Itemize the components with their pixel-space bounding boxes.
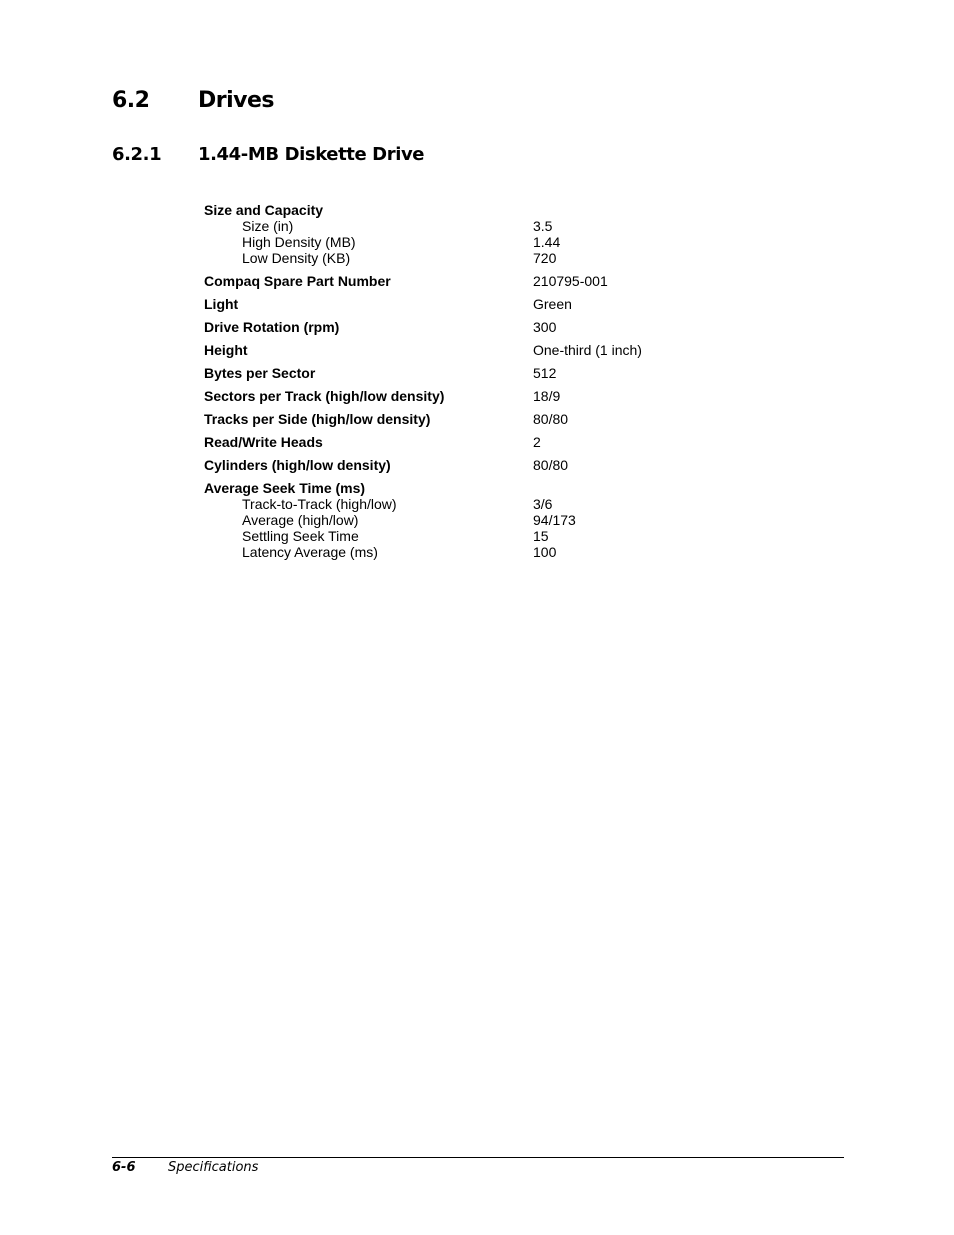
- spec-value: 512: [533, 365, 557, 381]
- spec-label: Size (in): [242, 218, 294, 234]
- spec-label: Sectors per Track (high/low density): [204, 388, 445, 404]
- spec-row: [204, 296, 704, 312]
- spec-spacer: [204, 381, 704, 388]
- spec-value: 210795-001: [533, 273, 608, 289]
- spec-subrow: [204, 218, 704, 234]
- spec-label: Tracks per Side (high/low density): [204, 411, 431, 427]
- spec-label: Read/Write Heads: [204, 434, 323, 450]
- subsection-title: 1.44-MB Diskette Drive: [198, 144, 425, 165]
- spec-subrow: [204, 512, 704, 528]
- spec-value: 2: [533, 434, 541, 450]
- spec-value: 300: [533, 319, 557, 335]
- spec-label: Low Density (KB): [242, 250, 351, 266]
- spec-value: 94/173: [533, 512, 576, 528]
- spec-label: Drive Rotation (rpm): [204, 319, 340, 335]
- spec-subrow: [204, 234, 704, 250]
- spec-label: Average Seek Time (ms): [204, 480, 366, 496]
- spec-label: Average (high/low): [242, 512, 359, 528]
- spec-spacer: [204, 427, 704, 434]
- section-number: 6.2: [112, 88, 150, 113]
- spec-row: [204, 342, 704, 358]
- spec-spacer: [204, 358, 704, 365]
- spec-spacer: [204, 289, 704, 296]
- spec-spacer: [204, 312, 704, 319]
- spec-subrow: [204, 496, 704, 512]
- spec-label: Light: [204, 296, 239, 312]
- spec-label: Latency Average (ms): [242, 544, 378, 560]
- spec-spacer: [204, 266, 704, 273]
- spec-label: Height: [204, 342, 248, 358]
- footer-page-number: 6-6: [112, 1160, 136, 1175]
- spec-row: [204, 202, 704, 218]
- spec-value: 15: [533, 528, 549, 544]
- spec-value: Green: [533, 296, 572, 312]
- spec-row: [204, 411, 704, 427]
- spec-value: 18/9: [533, 388, 561, 404]
- spec-value: 1.44: [533, 234, 561, 250]
- spec-row: [204, 273, 704, 289]
- spec-subrow: [204, 250, 704, 266]
- spec-row: [204, 365, 704, 381]
- spec-row: [204, 457, 704, 473]
- section-heading: [112, 88, 274, 113]
- spec-value: 80/80: [533, 411, 569, 427]
- spec-subrow: [204, 544, 704, 560]
- spec-row: [204, 388, 704, 404]
- spec-value: 80/80: [533, 457, 569, 473]
- spec-label: Settling Seek Time: [242, 528, 359, 544]
- spec-label: Track-to-Track (high/low): [242, 496, 397, 512]
- spec-row: [204, 434, 704, 450]
- spec-value: 3.5: [533, 218, 553, 234]
- spec-label: Size and Capacity: [204, 202, 324, 218]
- spec-value: 3/6: [533, 496, 553, 512]
- spec-label: Cylinders (high/low density): [204, 457, 391, 473]
- spec-label: Compaq Spare Part Number: [204, 273, 391, 289]
- spec-list: [204, 202, 704, 560]
- spec-spacer: [204, 450, 704, 457]
- footer-chapter-title: Specifications: [168, 1160, 259, 1175]
- spec-row: [204, 319, 704, 335]
- spec-value: 720: [533, 250, 557, 266]
- spec-subrow: [204, 528, 704, 544]
- subsection-number: 6.2.1: [112, 144, 162, 165]
- section-title: Drives: [198, 88, 275, 113]
- spec-value: 100: [533, 544, 557, 560]
- spec-label: High Density (MB): [242, 234, 356, 250]
- spec-spacer: [204, 404, 704, 411]
- footer-divider: [112, 1157, 844, 1158]
- spec-value: One-third (1 inch): [533, 342, 642, 358]
- spec-row: [204, 480, 704, 496]
- spec-label: Bytes per Sector: [204, 365, 316, 381]
- subsection-heading: [112, 144, 424, 165]
- spec-spacer: [204, 335, 704, 342]
- spec-spacer: [204, 473, 704, 480]
